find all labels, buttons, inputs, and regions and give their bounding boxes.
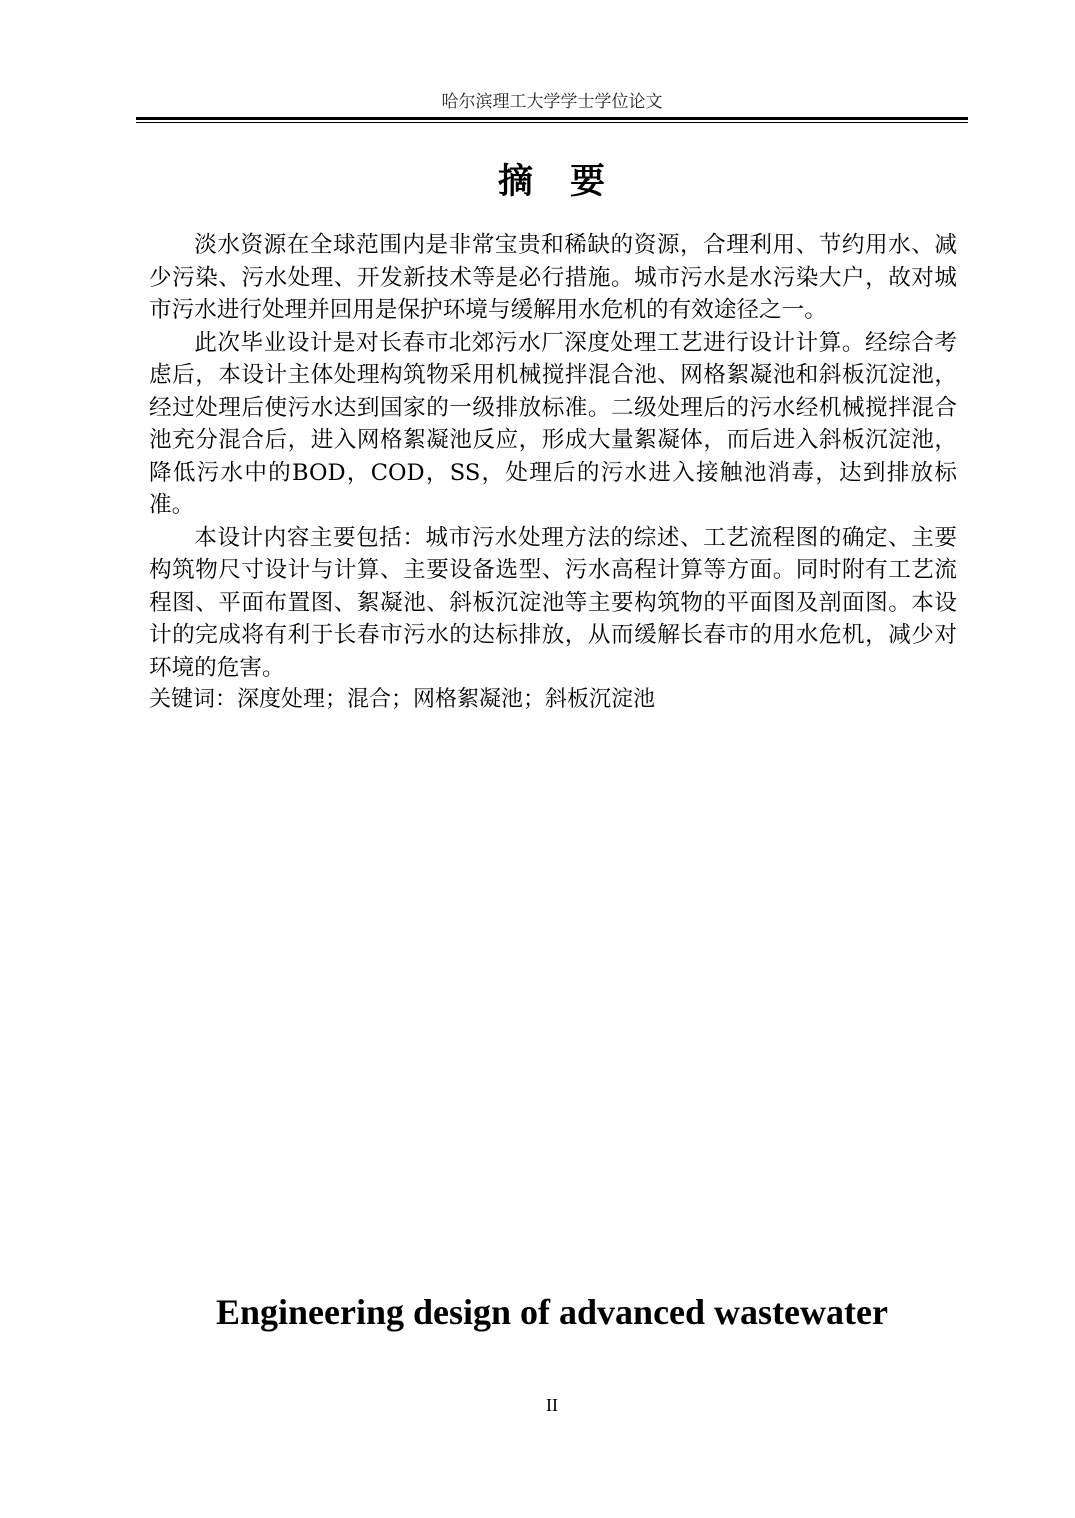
header-rule-thick	[136, 117, 968, 120]
abstract-paragraph-1: 淡水资源在全球范围内是非常宝贵和稀缺的资源，合理利用、节约用水、减少污染、污水处理、开发新技术等是必行措施。城市污水是水污染大户，故对城市污水进行处理并回用是保护环境与缓解用水危机的有效途径之一。	[149, 232, 957, 323]
page-number: II	[546, 1395, 558, 1415]
keywords-line	[149, 684, 957, 717]
abstract-body	[149, 229, 957, 717]
english-title: Engineering design of advanced wastewater	[216, 1292, 888, 1332]
abstract-paragraph-2: 此次毕业设计是对长春市北郊污水厂深度处理工艺进行设计计算。经综合考虑后，本设计主体处理构筑物采用机械搅拌混合池、网格絮凝池和斜板沉淀池，经过处理后使污水达到国家的一级排放标准。二级处理后的污水经机械搅拌混合池充分混合后，进入网格絮凝池反应，形成大量絮凝体，而后进入斜板沉淀池，降低污水中的BOD，COD，SS，处理后的污水进入接触池消毒，达到排放标准。	[149, 329, 957, 518]
keywords-value: 深度处理；混合；网格絮凝池；斜板沉淀池	[237, 687, 656, 712]
header-rule-thin	[136, 122, 968, 123]
keywords-label: 关键词：	[149, 687, 238, 712]
abstract-paragraph-3: 本设计内容主要包括：城市污水处理方法的综述、工艺流程图的确定、主要构筑物尺寸设计与计算、主要设备选型、污水高程计算等方面。同时附有工艺流程图、平面布置图、絮凝池、斜板沉淀池等主要构筑物的平面图及剖面图。本设计的完成将有利于长春市污水的达标排放，从而缓解长春市的用水危机，减少对环境的危害。	[149, 524, 957, 681]
running-header: 哈尔滨理工大学学士学位论文	[441, 92, 663, 112]
abstract-title: 摘 要	[497, 162, 606, 202]
